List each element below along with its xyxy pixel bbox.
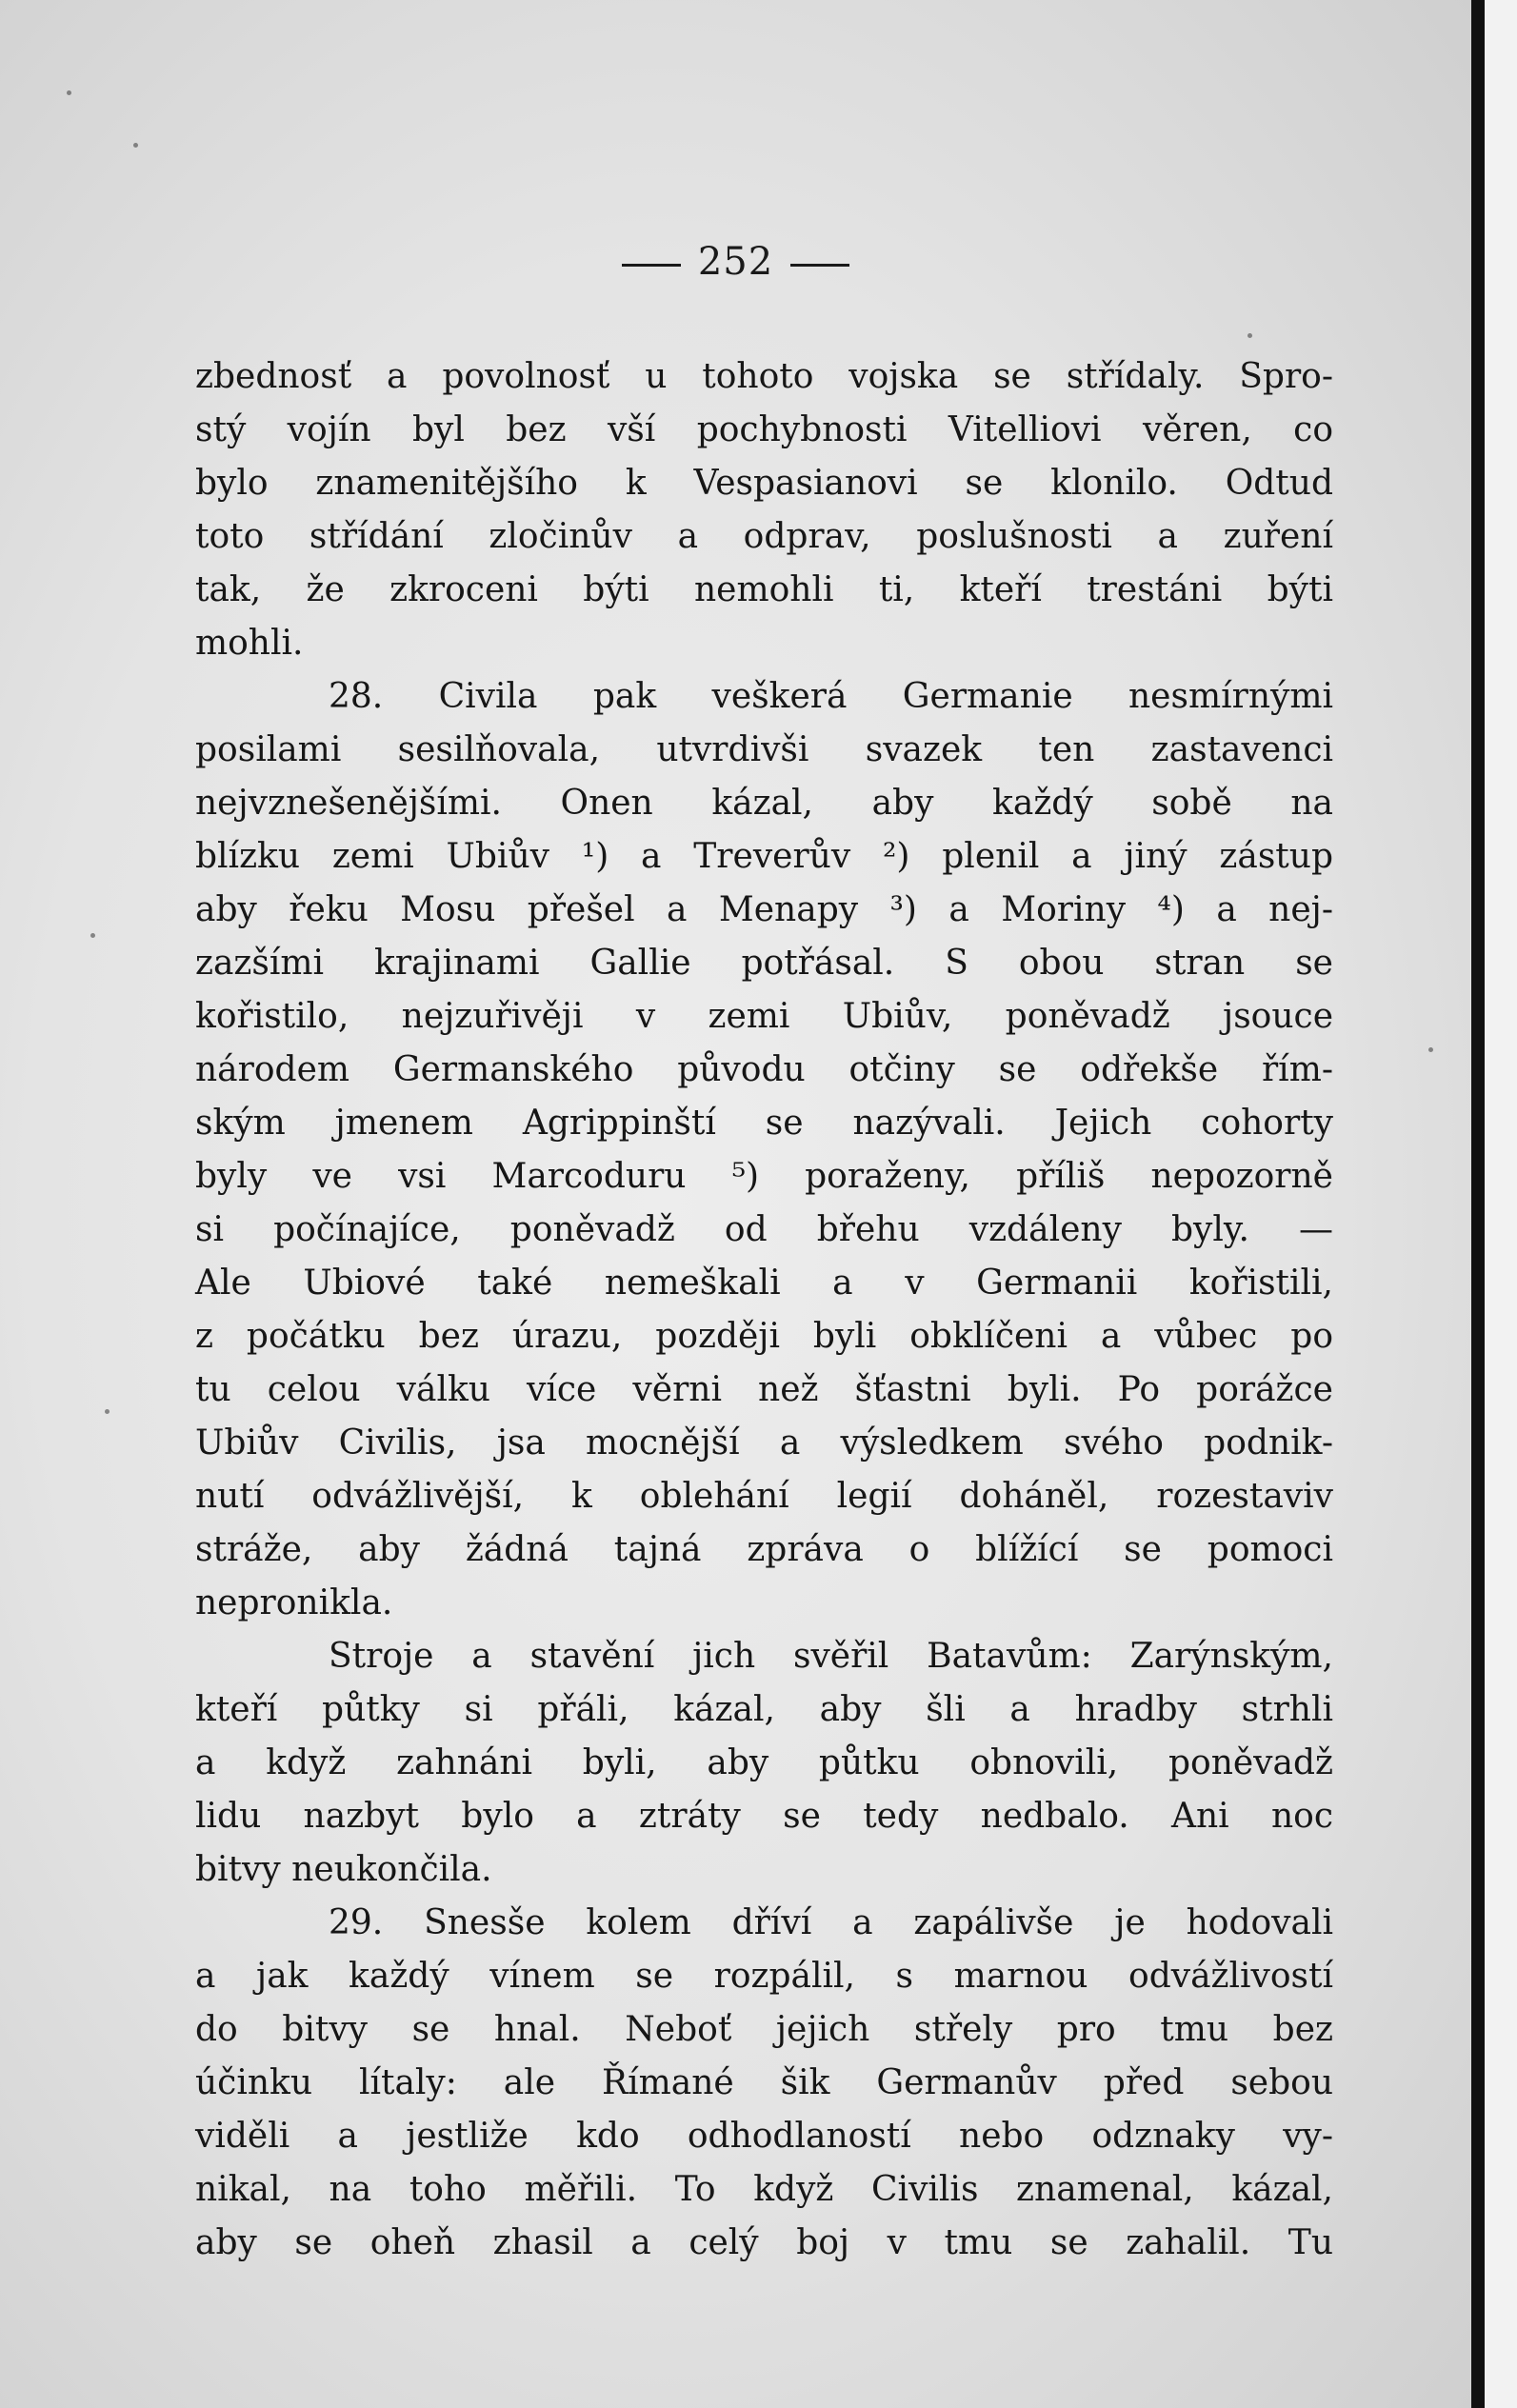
text-line: lidu nazbyt bylo a ztráty se tedy nedbalo. Ani noc bbox=[195, 1797, 1333, 1836]
page-number bbox=[0, 240, 1471, 284]
right-dash bbox=[790, 264, 849, 267]
text-line: aby řeku Mosu přešel a Menapy ³) a Moriny ⁴) a nej- bbox=[195, 890, 1333, 929]
text-line: nejvznešenějšími. Onen kázal, aby každý sobě na bbox=[195, 784, 1333, 823]
text-line: zazšími krajinami Gallie potřásal. S obou stran se bbox=[195, 944, 1333, 983]
paragraph-start-29: 29. Snesše kolem dříví a zapálivše je hodovali bbox=[329, 1903, 1333, 1942]
text-line: blízku zemi Ubiův ¹) a Treverův ²) plenil a jiný zástup bbox=[195, 837, 1333, 876]
text-line: kořistilo, nejzuřivěji v zemi Ubiův, poněvadž jsouce bbox=[195, 997, 1333, 1036]
text-line: nepronikla. bbox=[195, 1583, 393, 1622]
text-line: účinku lítaly: ale Římané šik Germanův před sebou bbox=[195, 2063, 1333, 2102]
text-line: Ale Ubiové také nemeškali a v Germanii kořistili, bbox=[195, 1264, 1333, 1303]
scan-speck bbox=[67, 90, 71, 95]
body-text bbox=[195, 350, 1333, 2270]
page-edge-shadow bbox=[1471, 0, 1485, 2408]
text-line: bylo znamenitějšího k Vespasianovi se klonilo. Odtud bbox=[195, 464, 1333, 503]
text-line: z počátku bez úrazu, později byli obklíčeni a vůbec po bbox=[195, 1317, 1333, 1356]
text-line: kteří půtky si přáli, kázal, aby šli a hradby strhli bbox=[195, 1690, 1333, 1729]
text-line: ským jmenem Agrippinští se nazývali. Jejich cohorty bbox=[195, 1104, 1333, 1143]
text-line: Ubiův Civilis, jsa mocnější a výsledkem svého podnik- bbox=[195, 1423, 1333, 1463]
text-line: stý vojín byl bez vší pochybnosti Vitelliovi věren, co bbox=[195, 410, 1333, 449]
scan-speck bbox=[105, 1409, 110, 1414]
scan-speck bbox=[90, 933, 95, 938]
text-line: zbednosť a povolnosť u tohoto vojska se střídaly. Spro- bbox=[195, 357, 1333, 396]
text-line: stráže, aby žádná tajná zpráva o blížící se pomoci bbox=[195, 1530, 1333, 1569]
text-line: viděli a jestliže kdo odhodlaností nebo odznaky vy- bbox=[195, 2117, 1333, 2156]
text-line: mohli. bbox=[195, 624, 304, 663]
text-line: tak, že zkroceni býti nemohli ti, kteří trestáni býti bbox=[195, 570, 1333, 609]
text-line: posilami sesilňovala, utvrdivši svazek ten zastavenci bbox=[195, 730, 1333, 769]
text-line: a jak každý vínem se rozpálil, s marnou odvážlivostí bbox=[195, 1957, 1333, 1996]
text-line: nikal, na toho měřili. To když Civilis znamenal, kázal, bbox=[195, 2170, 1333, 2209]
text-line: bitvy neukončila. bbox=[195, 1850, 492, 1889]
text-line: toto střídání zločinův a odprav, poslušnosti a zuření bbox=[195, 517, 1333, 556]
text-line: a když zahnáni byli, aby půtku obnovili, poněvadž bbox=[195, 1743, 1333, 1782]
paragraph-start-stroje: Stroje a stavění jich svěřil Batavům: Zarýnským, bbox=[329, 1637, 1333, 1676]
scan-speck bbox=[1248, 333, 1252, 338]
text-line: tu celou válku více věrni než šťastni byli. Po porážce bbox=[195, 1370, 1333, 1409]
text-line: do bitvy se hnal. Neboť jejich střely pro tmu bez bbox=[195, 2010, 1333, 2049]
text-line: aby se oheň zhasil a celý boj v tmu se zahalil. Tu bbox=[195, 2223, 1333, 2262]
page-edge-margin bbox=[1485, 0, 1517, 2408]
text-line: si počínajíce, poněvadž od břehu vzdáleny byly. — bbox=[195, 1210, 1333, 1249]
text-line: byly ve vsi Marcoduru ⁵) poraženy, příliš nepozorně bbox=[195, 1157, 1333, 1196]
page-number-value: 252 bbox=[697, 240, 774, 284]
text-line: národem Germanského původu otčiny se odřekše řím- bbox=[195, 1050, 1333, 1089]
scan-speck bbox=[1428, 1047, 1433, 1052]
paragraph-start-28: 28. Civila pak veškerá Germanie nesmírnými bbox=[329, 677, 1333, 716]
left-dash bbox=[622, 264, 681, 267]
scan-speck bbox=[133, 143, 138, 148]
text-line: nutí odvážlivější, k oblehání legií doháněl, rozestaviv bbox=[195, 1477, 1333, 1516]
